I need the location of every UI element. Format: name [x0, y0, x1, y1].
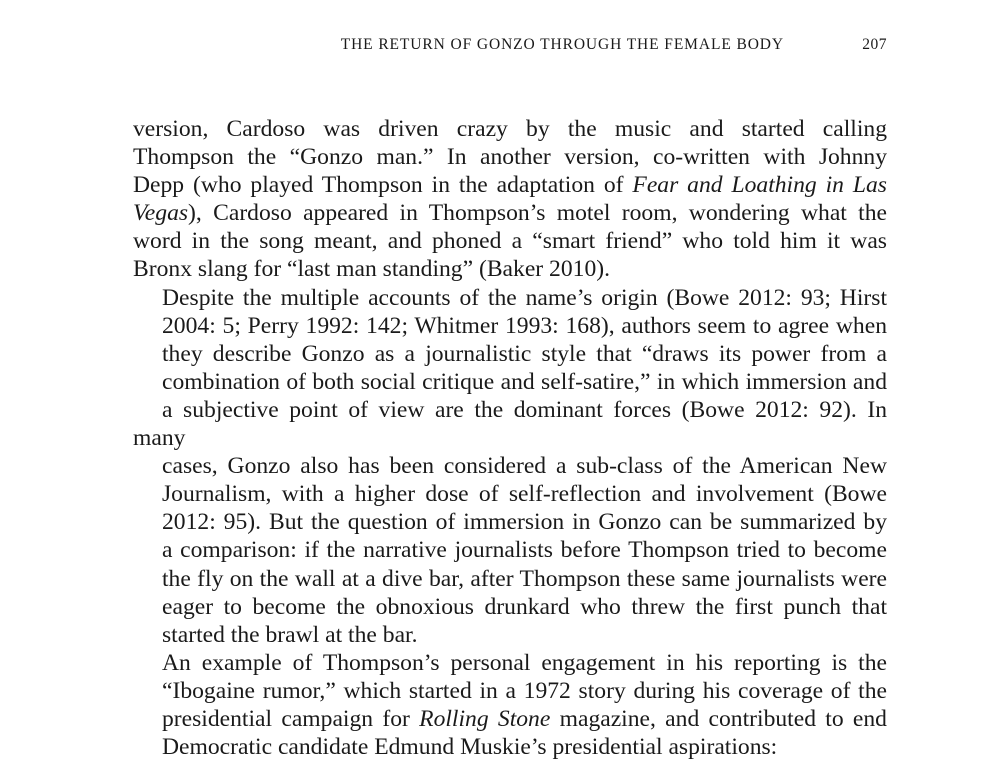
- text-line: [133, 565, 887, 593]
- paragraph: [133, 284, 887, 649]
- text-line: [133, 312, 887, 340]
- text-line: [133, 199, 887, 227]
- text-run: ), Cardoso appeared in Thompson’s motel room, wondering what the: [188, 200, 887, 227]
- text-line: [133, 480, 887, 508]
- text-run: a subjective point of view are the dominant forces (Bowe 2012: 92). In many: [133, 396, 887, 452]
- text-run: An example of Thompson’s personal engagement in his reporting is the: [162, 649, 887, 676]
- text-line: [133, 508, 887, 536]
- text-line: [133, 368, 887, 396]
- italic-title: Vegas: [133, 200, 189, 227]
- italic-title: Rolling Stone: [419, 705, 551, 732]
- text-line: [133, 143, 887, 171]
- text-line: [133, 396, 887, 452]
- text-line: [133, 733, 887, 761]
- body-text: [133, 115, 887, 761]
- text-run: cases, Gonzo also has been considered a sub-class of the American New: [162, 453, 887, 480]
- text-run: they describe Gonzo as a journalistic style that “draws its power from a: [162, 340, 887, 367]
- paragraph: [133, 115, 887, 284]
- text-run: a comparison: if the narrative journalists before Thompson tried to become: [162, 537, 887, 564]
- text-line: [133, 593, 887, 621]
- text-line: [133, 284, 887, 312]
- text-run: the fly on the wall at a dive bar, after Thompson these same journalists were: [162, 565, 887, 592]
- text-line: [133, 115, 887, 143]
- text-line: [133, 452, 887, 480]
- text-run: Despite the multiple accounts of the name’s origin (Bowe 2012: 93; Hirst: [162, 284, 887, 311]
- running-title: THE RETURN OF GONZO THROUGH THE FEMALE BODY: [340, 36, 784, 53]
- paragraph: [133, 649, 887, 761]
- text-line: [133, 621, 887, 649]
- running-head: [133, 36, 887, 60]
- text-line: [133, 677, 887, 705]
- text-run: Bronx slang for “last man standing” (Baker 2010).: [133, 256, 611, 283]
- text-run: Democratic candidate Edmund Muskie’s presidential aspirations:: [162, 734, 778, 761]
- text-run: Depp (who played Thompson in the adaptation of: [133, 172, 633, 199]
- text-run: Journalism, with a higher dose of self-reflection and involvement (Bowe: [162, 481, 887, 508]
- text-run: word in the song meant, and phoned a “smart friend” who told him it was: [133, 228, 887, 255]
- text-line: [133, 340, 887, 368]
- text-line: [133, 705, 887, 733]
- text-line: [133, 227, 887, 255]
- text-run: combination of both social critique and self-satire,” in which immersion and: [162, 368, 887, 395]
- text-line: [133, 536, 887, 564]
- text-line: [133, 649, 887, 677]
- page-number: 207: [862, 36, 887, 53]
- text-run: presidential campaign for: [162, 705, 420, 732]
- text-run: magazine, and contributed to end: [550, 705, 887, 732]
- text-run: 2012: 95). But the question of immersion in Gonzo can be summarized by: [162, 509, 887, 536]
- text-run: eager to become the obnoxious drunkard who threw the first punch that: [162, 593, 887, 620]
- text-run: started the brawl at the bar.: [162, 621, 418, 648]
- text-run: 2004: 5; Perry 1992: 142; Whitmer 1993: 168), authors seem to agree when: [162, 312, 887, 339]
- italic-title: Fear and Loathing in Las: [632, 172, 887, 199]
- text-line: [133, 255, 887, 283]
- text-line: [133, 171, 887, 199]
- text-run: Thompson the “Gonzo man.” In another version, co-written with Johnny: [133, 144, 887, 171]
- text-run: version, Cardoso was driven crazy by the music and started calling: [133, 116, 887, 142]
- text-run: “Ibogaine rumor,” which started in a 1972 story during his coverage of the: [162, 677, 887, 704]
